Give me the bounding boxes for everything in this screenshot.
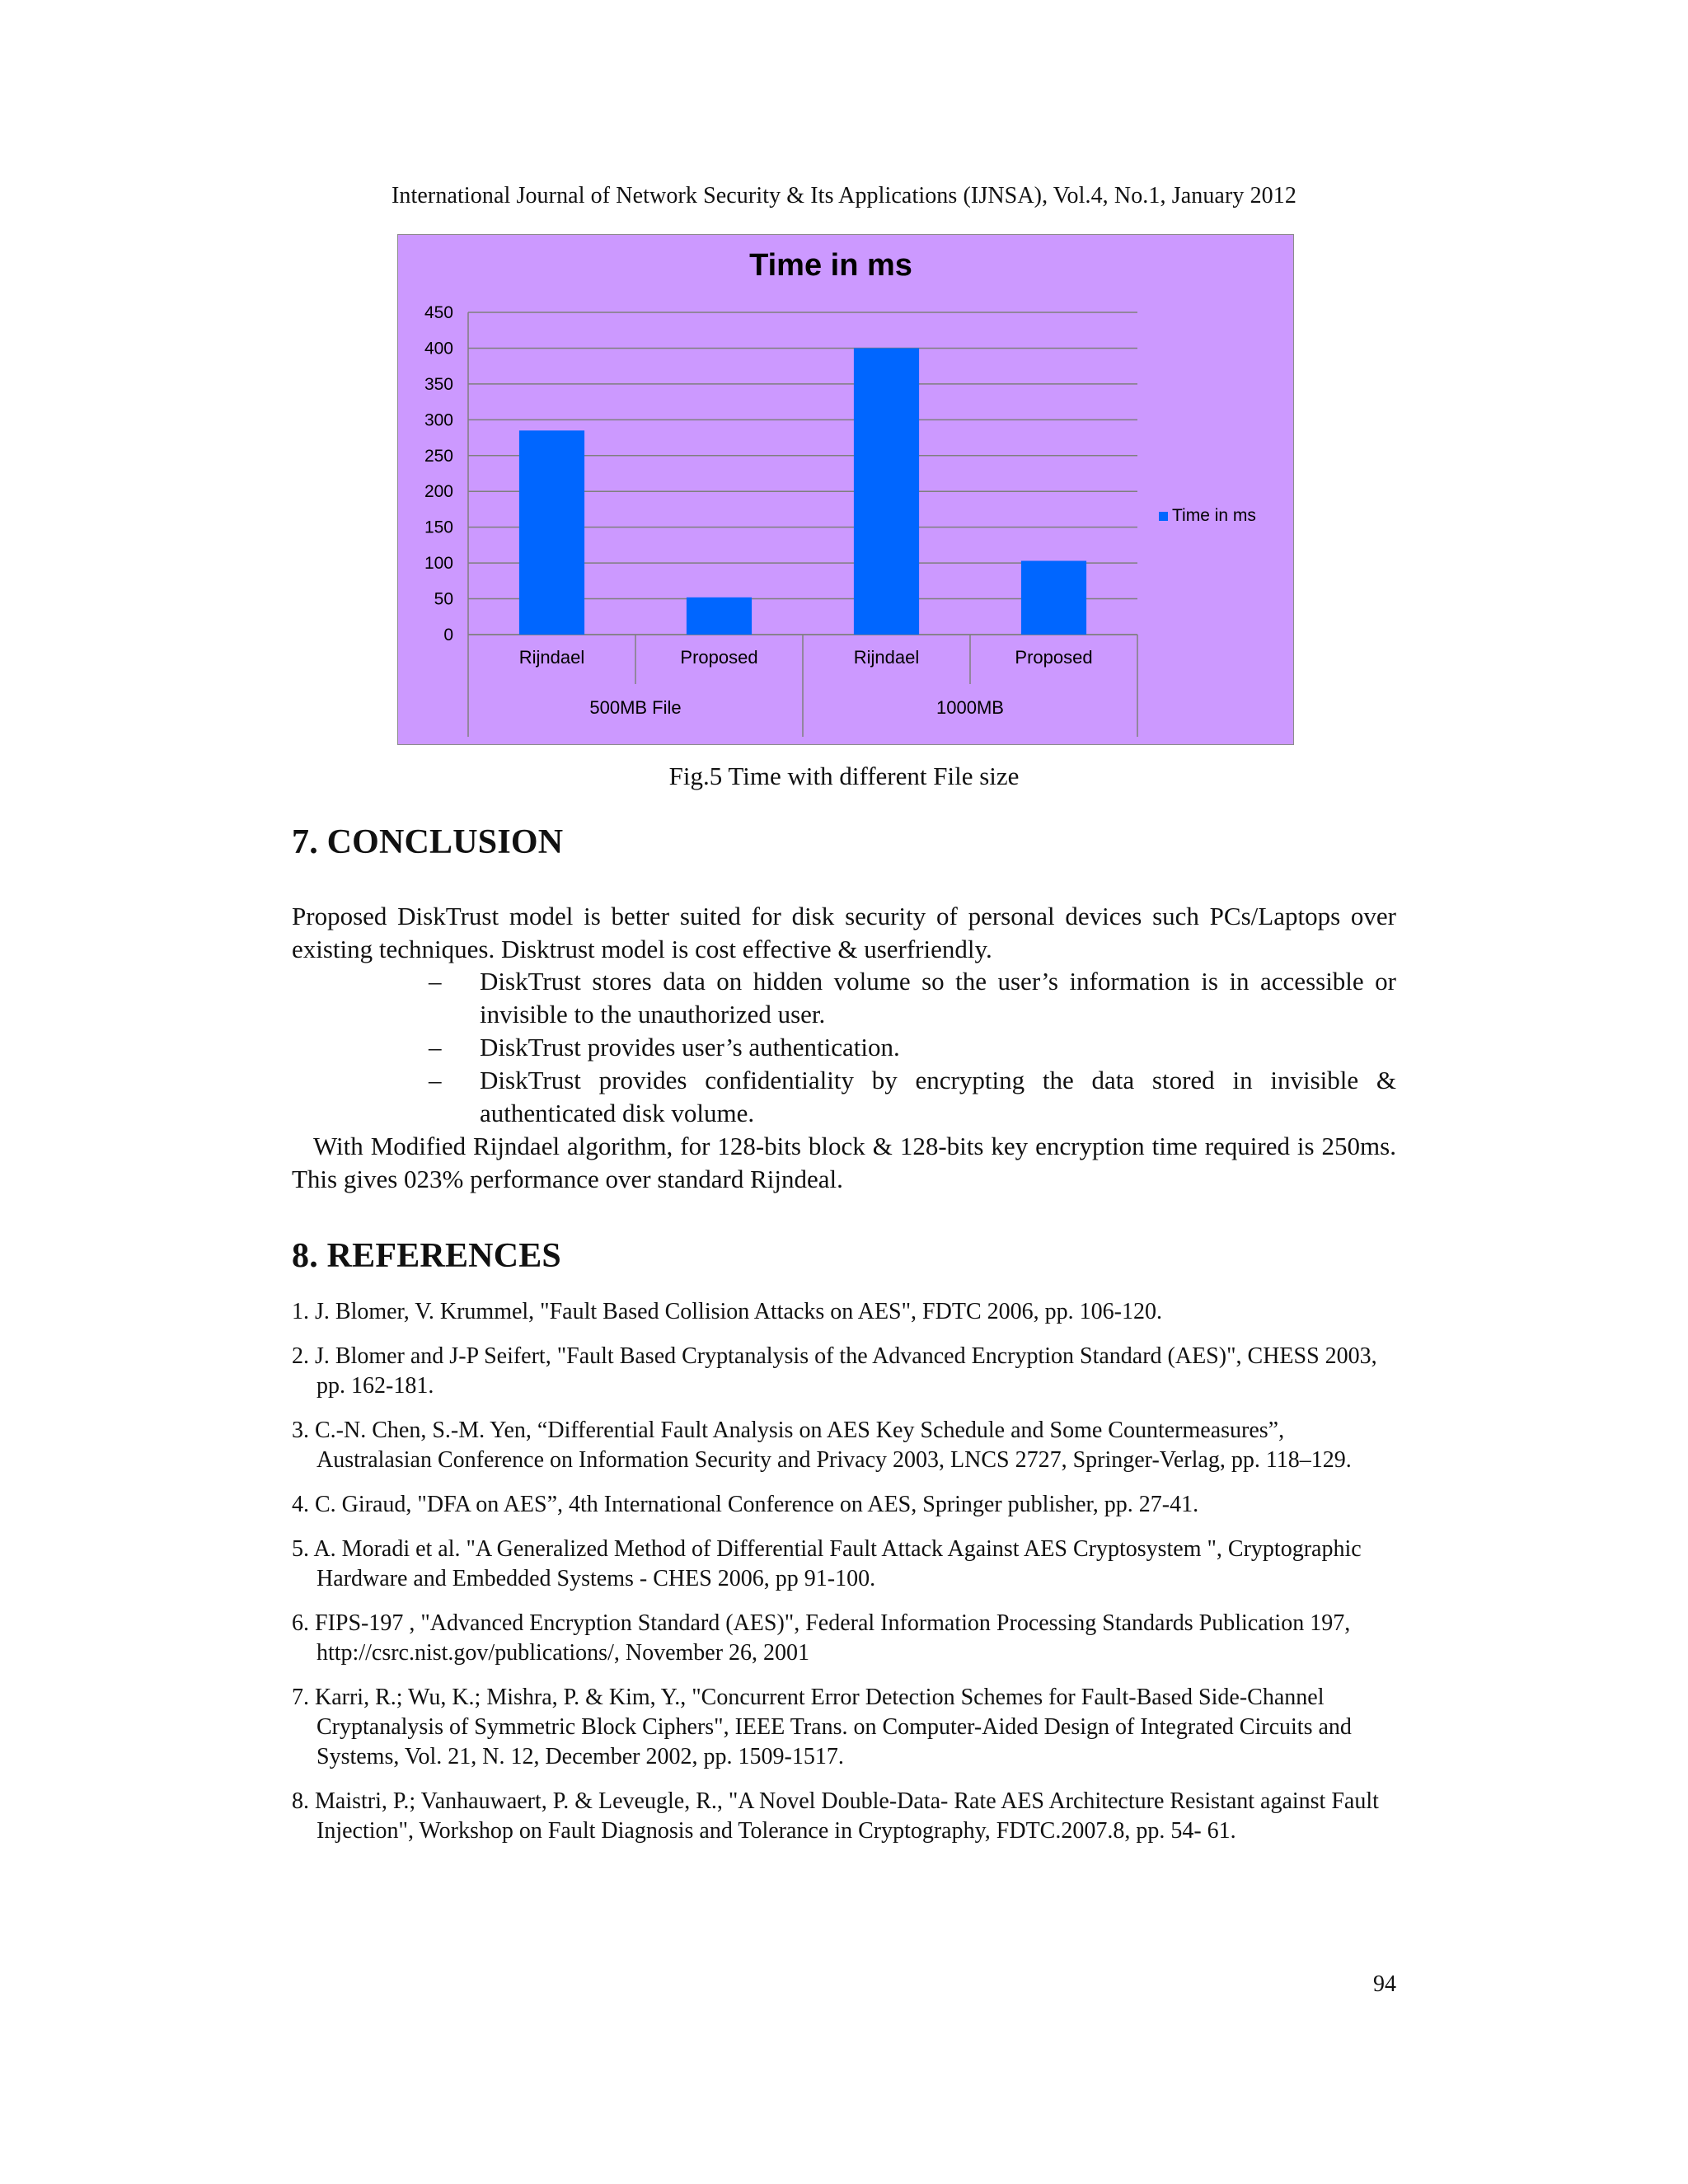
reference-item: 7. Karri, R.; Wu, K.; Mishra, P. & Kim, Y., "Concurrent Error Detection Schemes for Fault-Based Side-Channel Cryptanalysis of Symmetric Block Ciphers", IEEE Trans. on Computer-Aided Design of Integrated Circuits and Systems, Vol. 21, N. 12, December 2002, pp. 1509-1517. (292, 1685, 1352, 1769)
bullet-dash: – (429, 1033, 442, 1062)
y-tick-label: 150 (424, 518, 453, 537)
bar (854, 348, 919, 635)
conclusion-bullet-list (429, 965, 1396, 1130)
list-item: – DiskTrust stores data on hidden volume so the user’s information is in accessible or invisible to the unauthorized user. (429, 967, 1396, 1029)
section-heading-references: 8. REFERENCES (292, 1237, 561, 1275)
y-tick-label: 450 (424, 303, 453, 322)
x-tick-label: Rijndael (518, 647, 585, 668)
conclusion-paragraph-2: With Modified Rijndael algorithm, for 128-bits block & 128-bits key encryption time required is 250ms. This gives 023% performance over standard Rijndeal. (292, 1132, 1396, 1193)
chart-title: Time in ms (749, 248, 912, 283)
y-tick-label: 400 (424, 339, 453, 359)
bullet-dash: – (429, 1066, 442, 1094)
y-tick-label: 100 (424, 554, 453, 574)
reference-item: 4. C. Giraud, "DFA on AES”, 4th International Conference on AES, Springer publisher, pp. 27-41. (292, 1492, 1199, 1517)
list-item: – DiskTrust provides user’s authentication. (429, 1031, 1396, 1064)
chart-svg (397, 234, 1294, 745)
reference-list (292, 1297, 1396, 1861)
y-tick-label: 0 (443, 626, 453, 644)
y-tick-label: 200 (424, 482, 453, 502)
reference-item: 6. FIPS-197 , "Advanced Encryption Standard (AES)", Federal Information Processing Standards Publication 197, http://csrc.nist.gov/publications/, November 26, 2001 (292, 1610, 1351, 1666)
x-group-label: 1000MB (936, 697, 1004, 718)
list-item: – DiskTrust provides confidentiality by encrypting the data stored in invisible & authenticated disk volume. (429, 1066, 1396, 1127)
bar (687, 598, 752, 635)
y-tick-label: 50 (434, 589, 453, 609)
bullet-dash: – (429, 967, 442, 996)
reference-item: 2. J. Blomer and J-P Seifert, "Fault Based Cryptanalysis of the Advanced Encryption Standard (AES)", CHESS 2003, pp. 162-181. (292, 1343, 1377, 1399)
y-tick-label: 350 (424, 374, 453, 394)
chart-legend (1159, 506, 1256, 525)
running-header: International Journal of Network Security & Its Applications (IJNSA), Vol.4, No.1, January 2012 (392, 183, 1296, 209)
bar (519, 430, 584, 635)
figure-caption: Fig.5 Time with different File size (668, 762, 1020, 790)
legend-label: Time in ms (1172, 506, 1256, 525)
page-number: 94 (1373, 1971, 1396, 1997)
section-heading-conclusion: 7. CONCLUSION (292, 823, 564, 861)
legend-swatch (1159, 512, 1168, 521)
x-tick-label: Rijndael (853, 647, 920, 668)
bar (1021, 561, 1086, 635)
y-tick-label: 300 (424, 410, 453, 430)
x-group-label: 500MB File (589, 697, 682, 718)
x-tick-label: Proposed (1015, 647, 1093, 668)
bar-chart (397, 234, 1294, 745)
y-tick-label: 250 (424, 446, 453, 466)
reference-item: 5. A. Moradi et al. "A Generalized Method of Differential Fault Attack Against AES Cryptosystem ", Cryptographic Hardware and Embedded Systems - CHES 2006, pp 91-100. (292, 1536, 1362, 1591)
x-tick-label: Proposed (680, 647, 758, 668)
conclusion-paragraph-1: Proposed DiskTrust model is better suited for disk security of personal devices such PCs/Laptops over existing techniques. Disktrust model is cost effective & userfriendly. (292, 902, 1396, 963)
reference-item: 1. J. Blomer, V. Krummel, "Fault Based Collision Attacks on AES", FDTC 2006, pp. 106-120. (292, 1299, 1162, 1324)
reference-item: 3. C.-N. Chen, S.-M. Yen, “Differential Fault Analysis on AES Key Schedule and Some Countermeasures”, Australasian Conference on Information Security and Privacy 2003, LNCS 2727, Springer-Verlag, pp. 118–129. (292, 1418, 1352, 1473)
reference-item: 8. Maistri, P.; Vanhauwaert, P. & Leveugle, R., "A Novel Double-Data- Rate AES Architecture Resistant against Fault Injection", Workshop on Fault Diagnosis and Tolerance in Cryptography, FDTC.2007.8, pp. 54- 61. (292, 1788, 1379, 1844)
